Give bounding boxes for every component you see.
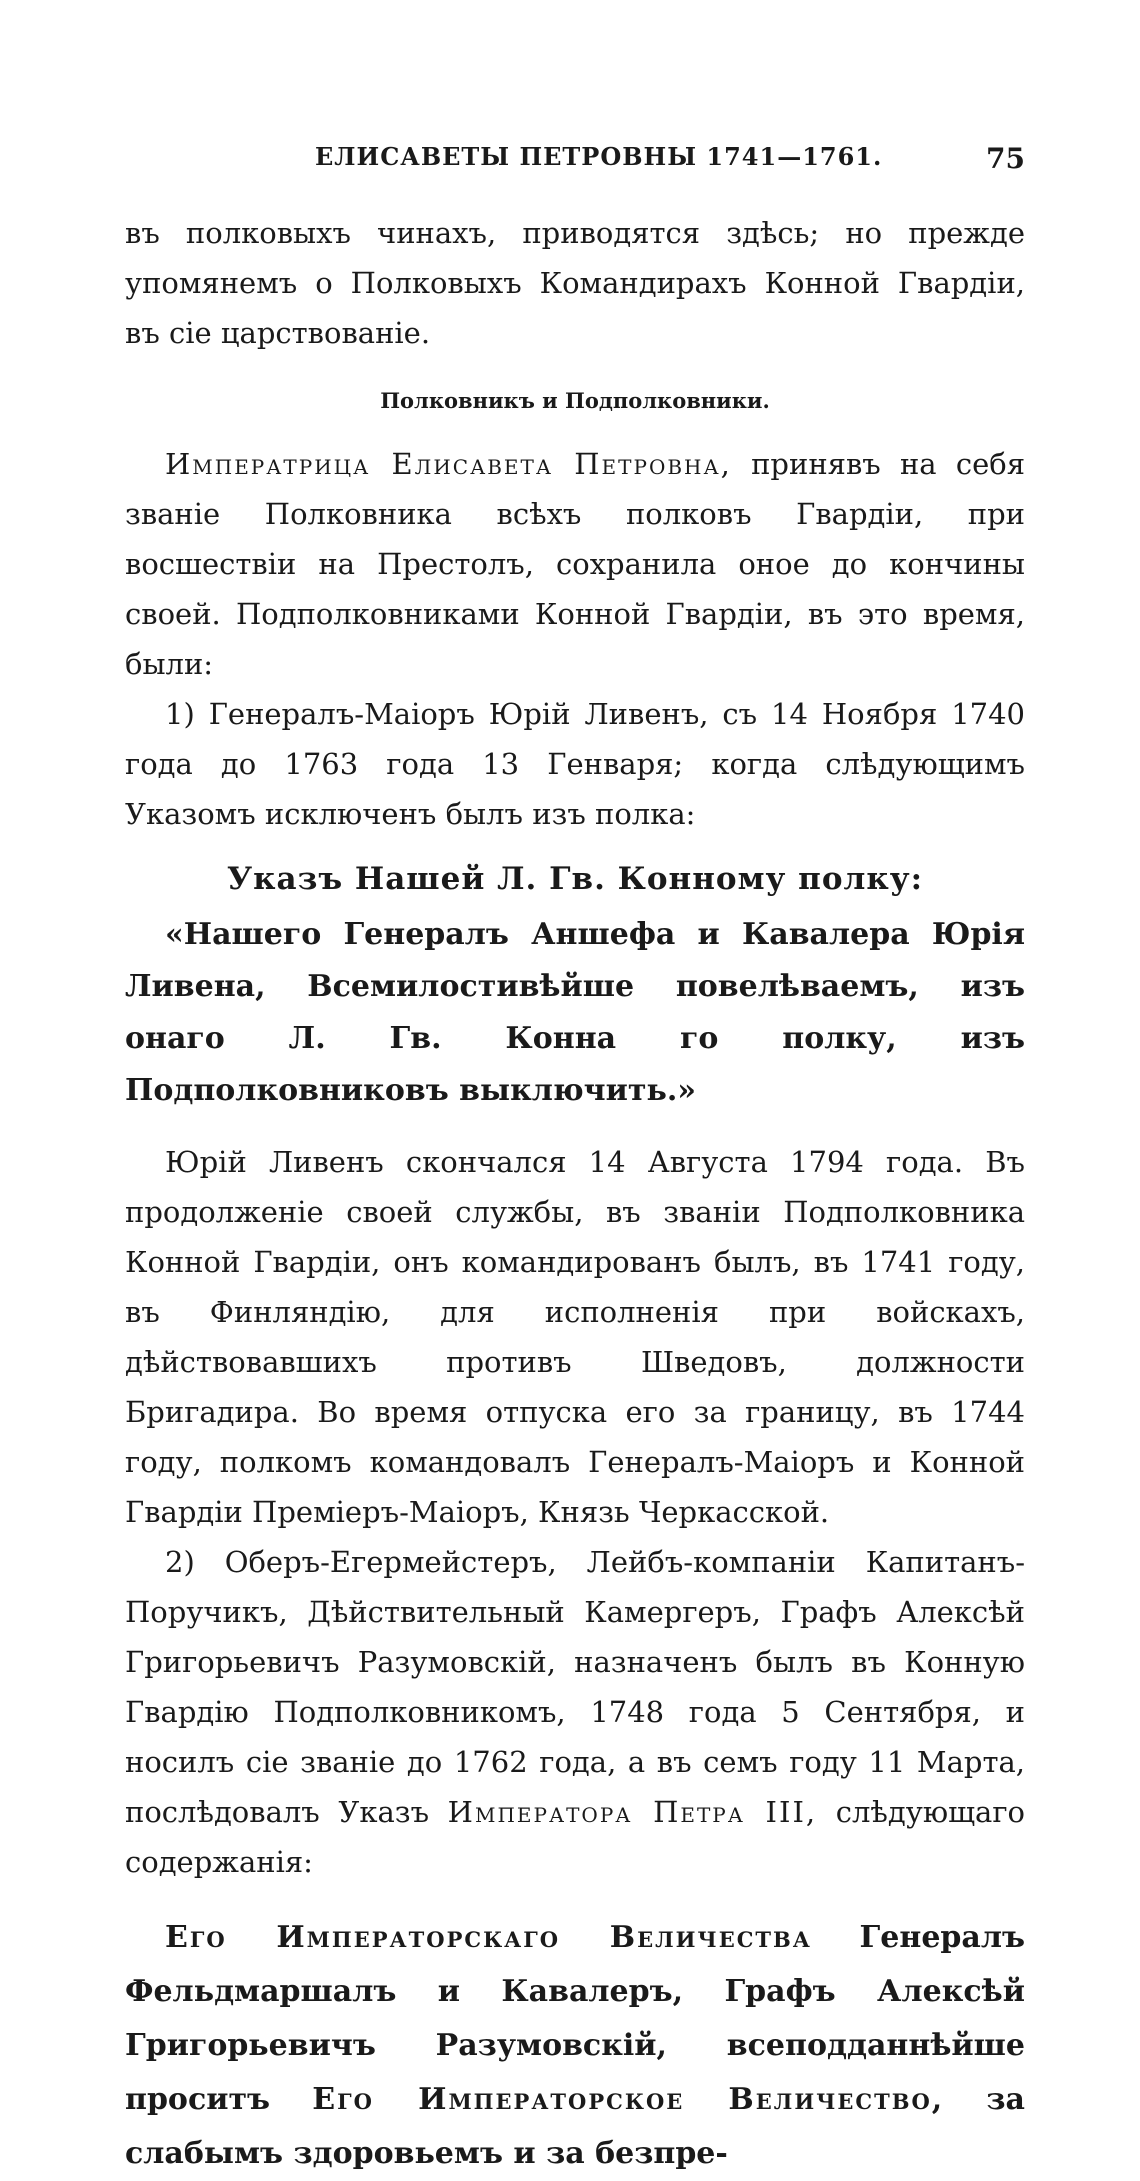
petition-text xyxy=(125,1911,1025,2181)
paragraph-empress xyxy=(125,439,1025,689)
decree-title: Указъ Нашей Л. Гв. Конному полку: xyxy=(226,861,924,897)
decree-quote: «Нашего Генералъ Аншефа и Кавалера Юрія Ливена, Всемилостивѣйше повелѣваемъ, изъ онаго Л. Гв. Конна го полку, изъ Подполковниковъ выключить.» xyxy=(125,917,1025,1108)
paragraph-continuation: въ полковыхъ чинахъ, приводятся здѣсь; но прежде упомянемъ о Полковыхъ Командирахъ Конной Гвардіи, въ сіе царствованіе. xyxy=(125,216,1025,350)
empress-name: Императрица Елисавета Петровна, xyxy=(165,447,732,481)
section-subheading: Полковникъ и Подполковники. xyxy=(380,388,770,413)
paragraph-empress-text: принявъ на себя званіе Полковника всѣхъ полковъ Гвардіи, при восшествіи на Престолъ, сохранила оное до кончины своей. Подполковниками Конной Гвардіи, въ это время, были: xyxy=(125,447,1025,681)
petition-body: Генералъ Фельдмаршалъ и Кавалеръ, Графъ Алексѣй Григорьевичъ Разумовскій, всеподданнѣйше проситъ xyxy=(125,1920,1025,2117)
page-number: 75 xyxy=(986,142,1025,175)
petition-end: за слабымъ здоровьемъ и за безпре- xyxy=(125,2082,1025,2171)
paragraph-razumovsky-text: 2) Оберъ-Егермейстеръ, Лейбъ-компаніи Капитанъ-Поручикъ, Дѣйствительный Камергеръ, Графъ Алексѣй Григорьевичъ Разумовскій, назначенъ былъ въ Конную Гвардію Подполковникомъ, 1748 года 5 Сентября, и носилъ сіе званіе до 1762 года, а въ семъ году 11 Марта, послѣдовалъ Указъ xyxy=(125,1545,1025,1829)
emperor-name: Императора Петра III, xyxy=(447,1795,818,1829)
running-head: ЕЛИСАВЕТЫ ПЕТРОВНЫ 1741—1761. xyxy=(315,142,883,171)
paragraph-razumovsky xyxy=(125,1537,1025,1887)
paragraph-liven-biography: Юрій Ливенъ скончался 14 Августа 1794 года. Въ продолженіе своей службы, въ званіи Подполковника Конной Гвардіи, онъ командированъ былъ, въ 1741 году, въ Финляндію, для исполненія при войскахъ, дѣйствовавшихъ противъ Шведовъ, должности Бригадира. Во время отпуска его за границу, въ 1744 году, полкомъ командовалъ Генералъ-Маіоръ и Конной Гвардіи Премiеръ-Маіоръ, Князь Черкасской. xyxy=(125,1145,1025,1529)
paragraph-razumovsky-end: слѣдующаго содержанія: xyxy=(125,1795,1025,1879)
majesty-title-2: Его Императорское Величество, xyxy=(312,2082,945,2117)
paragraph-liven: 1) Генералъ-Маіоръ Юрій Ливенъ, съ 14 Ноября 1740 года до 1763 года 13 Генваря; когда слѣдующимъ Указомъ исключенъ былъ изъ полка: xyxy=(125,697,1025,831)
majesty-title-1: Его Императорскаго Величества xyxy=(165,1920,812,1955)
page-body xyxy=(125,208,1025,2181)
page-header xyxy=(125,142,1025,182)
